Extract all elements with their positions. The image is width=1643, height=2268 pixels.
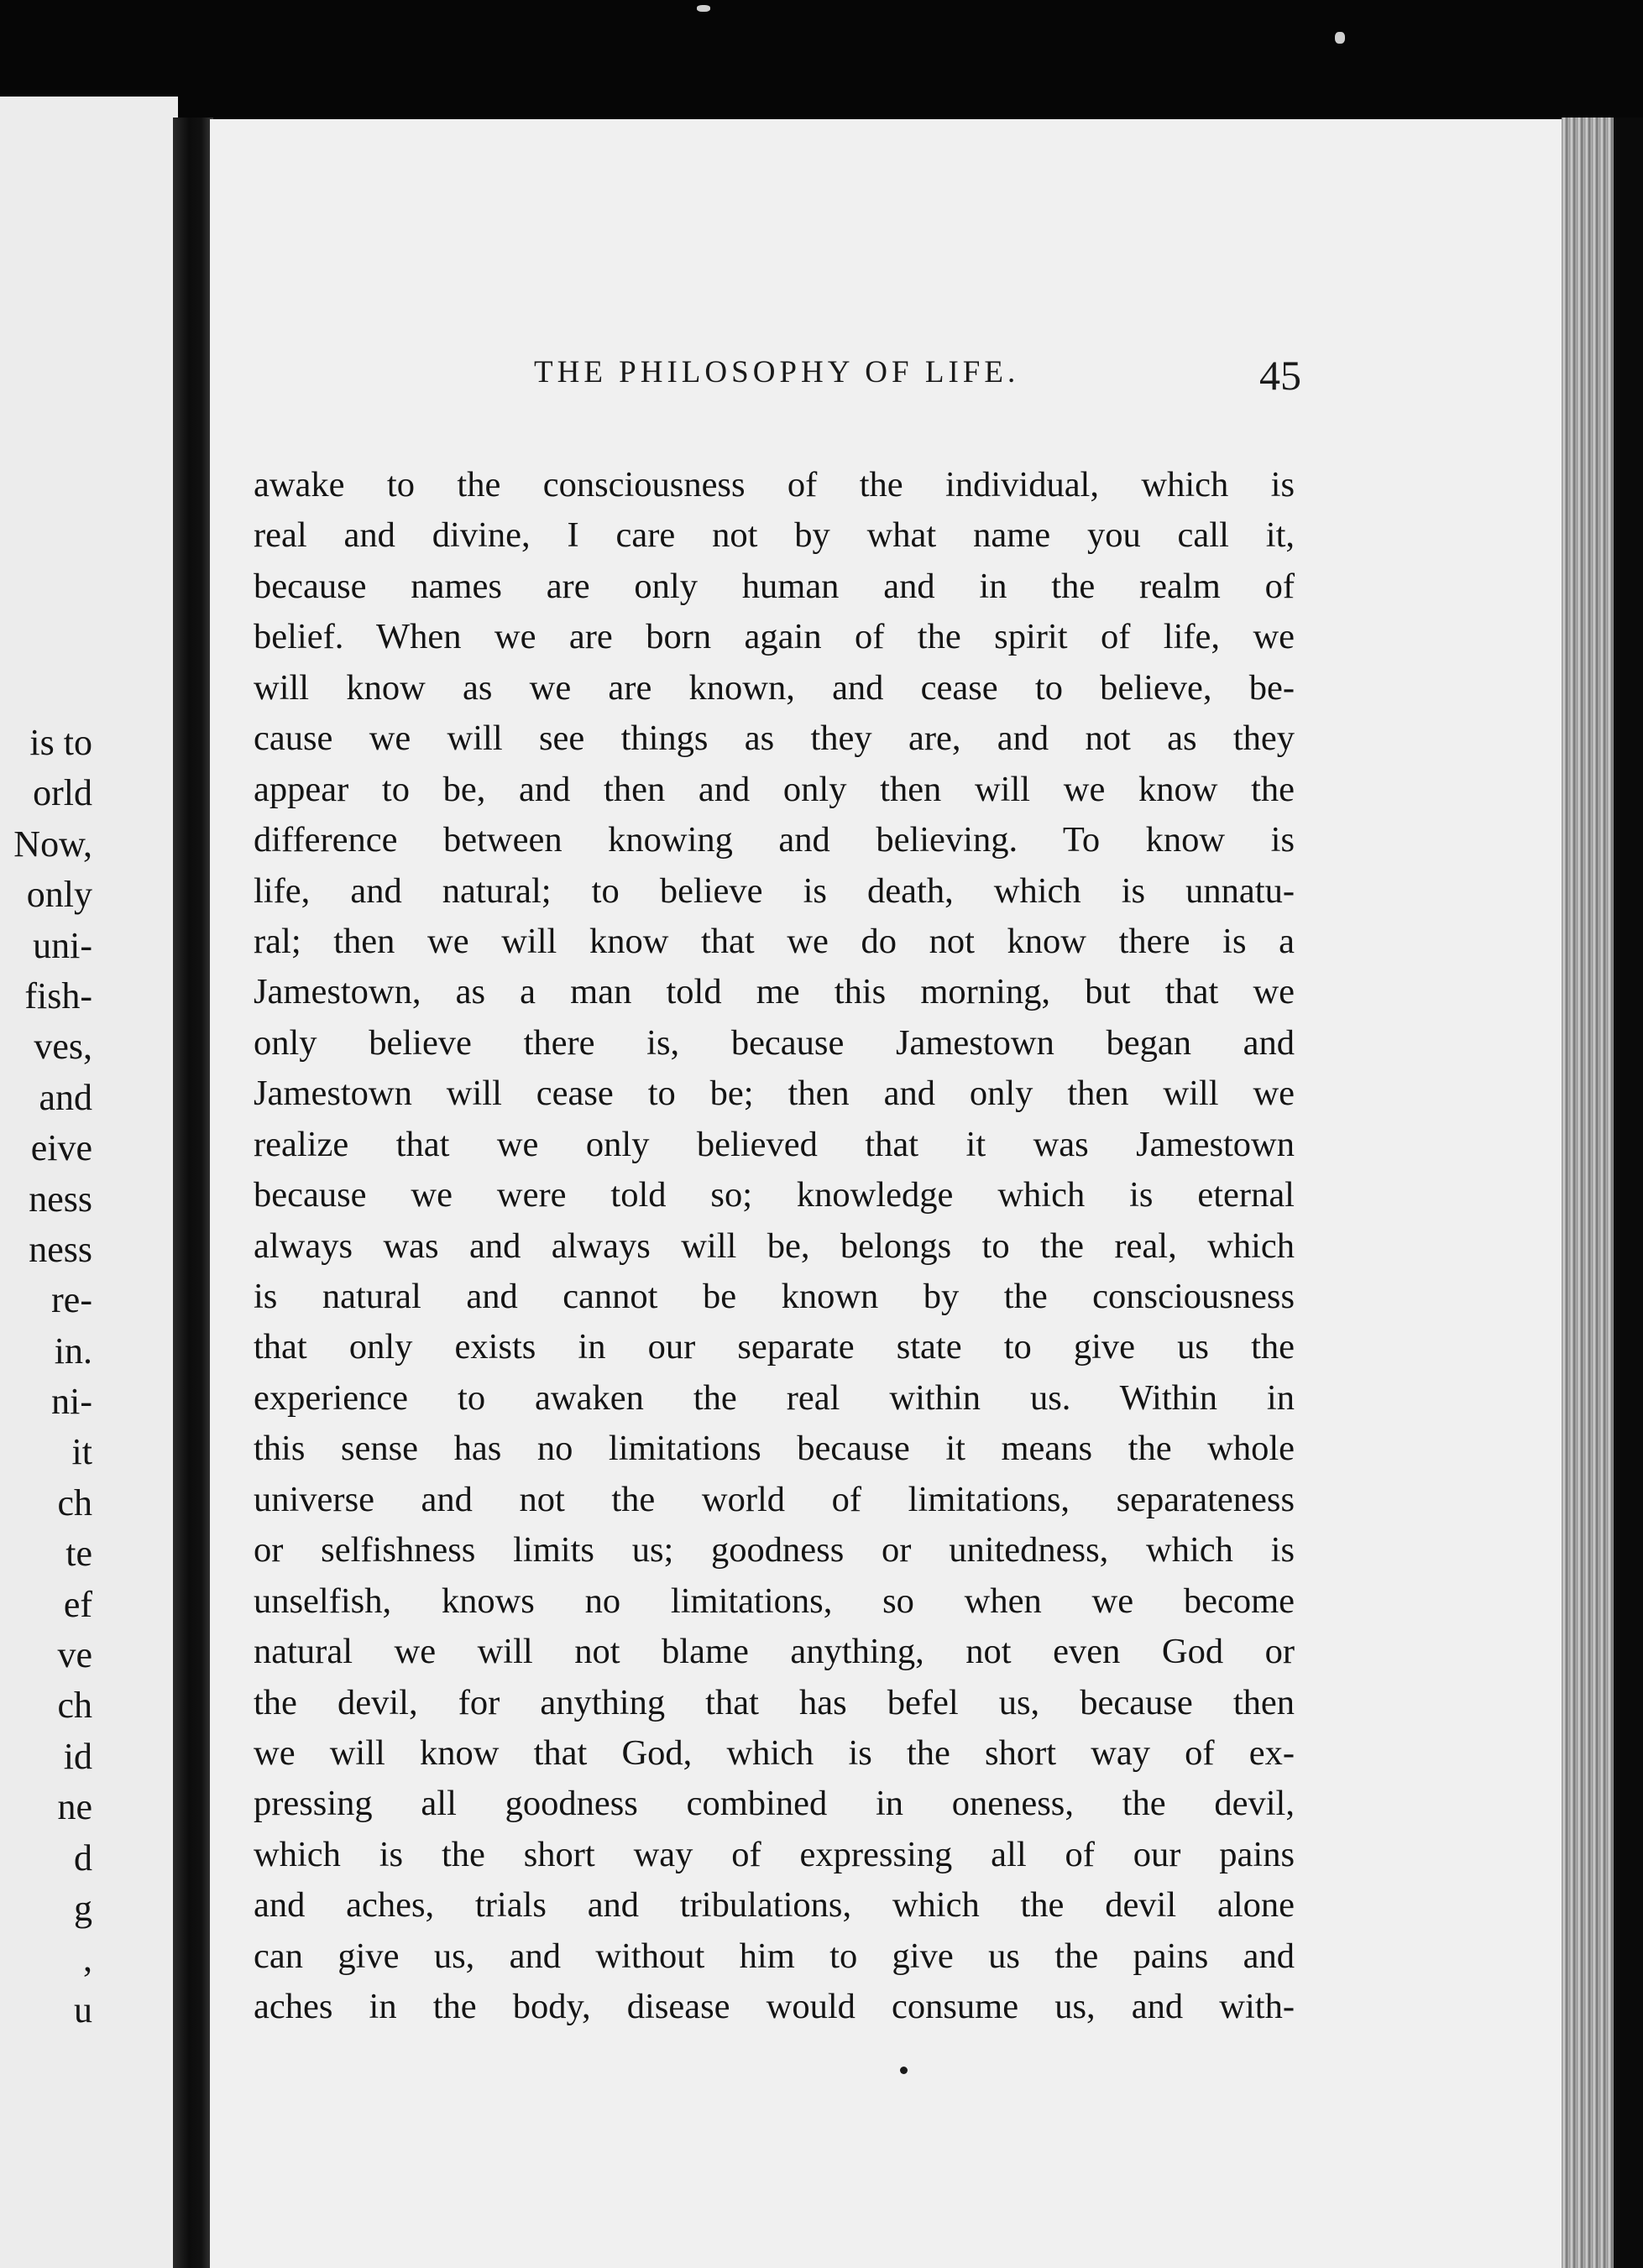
previous-page-fragment: te (65, 1533, 92, 1575)
previous-page-fragment: ves, (34, 1026, 92, 1068)
text-line: aches in the body, disease would consume us, and with- (254, 1987, 1295, 2027)
text-line: realize that we only believed that it was Jamestown (254, 1124, 1295, 1164)
previous-page-fragment: ve (57, 1634, 92, 1676)
text-line: only believe there is, because Jamestown began and (254, 1022, 1295, 1063)
text-line: we will know that God, which is the short way of ex- (254, 1732, 1295, 1773)
previous-page-fragment: re- (51, 1279, 92, 1321)
previous-page-fragment: ness (29, 1178, 92, 1220)
previous-page-fragment: u (74, 1988, 92, 2030)
text-line: the devil, for anything that has befel us, because then (254, 1682, 1295, 1722)
previous-page-fragment: d (74, 1837, 92, 1879)
text-line: natural we will not blame anything, not even God or (254, 1632, 1295, 1672)
previous-page-fragment: id (63, 1735, 92, 1777)
previous-page-fragment: g (74, 1887, 92, 1929)
text-line: unselfish, knows no limitations, so when we become (254, 1581, 1295, 1621)
page-number: 45 (1259, 352, 1301, 399)
text-line: life, and natural; to believe is death, which is unnatu- (254, 870, 1295, 911)
previous-page-fragment: Now, (13, 823, 92, 865)
text-line: appear to be, and then and only then will we know the (254, 769, 1295, 809)
body-text (254, 460, 1295, 2033)
page-edges (1562, 118, 1614, 2268)
scan-speck (1335, 32, 1345, 44)
text-line: cause we will see things as they are, and not as they (254, 719, 1295, 759)
text-line: that only exists in our separate state to give us the (254, 1327, 1295, 1367)
text-line: because we were told so; knowledge which is eternal (254, 1175, 1295, 1215)
text-line: Jamestown will cease to be; then and only then will we (254, 1074, 1295, 1114)
previous-page-fragment: orld (33, 772, 92, 814)
text-line: because names are only human and in the realm of (254, 566, 1295, 606)
running-head: THE PHILOSOPHY OF LIFE. (534, 355, 1020, 389)
previous-page-fragment: is to (29, 722, 92, 763)
text-line: universe and not the world of limitations, separateness (254, 1479, 1295, 1519)
previous-page-fragment: uni- (33, 924, 92, 966)
text-line: can give us, and without him to give us the pains and (254, 1936, 1295, 1976)
text-line: belief. When we are born again of the spirit of life, we (254, 617, 1295, 657)
previous-page-fragment: , (83, 1938, 92, 1980)
text-line: Jamestown, as a man told me this morning, but that we (254, 972, 1295, 1012)
previous-page-fragment: it (71, 1431, 92, 1473)
previous-page-fragment: ef (63, 1583, 92, 1625)
previous-page-fragment: eive (30, 1127, 92, 1169)
text-line: is natural and cannot be known by the consciousness (254, 1277, 1295, 1316)
text-line: always was and always will be, belongs to the real, which (254, 1225, 1295, 1266)
previous-page-line-fragments (0, 718, 92, 2035)
previous-page-fragment: ch (57, 1685, 92, 1727)
previous-page-fragment: in. (54, 1330, 92, 1372)
text-line: pressing all goodness combined in oneness, the devil, (254, 1784, 1295, 1824)
text-line: real and divine, I care not by what name you call it, (254, 515, 1295, 556)
book-gutter (173, 118, 213, 2268)
previous-page-fragment: fish- (24, 975, 92, 1016)
text-line: ral; then we will know that we do not know there is a (254, 921, 1295, 961)
text-line: difference between knowing and believing. To know is (254, 820, 1295, 860)
previous-page-fragment: ness (29, 1228, 92, 1270)
text-line: will know as we are known, and cease to believe, be- (254, 667, 1295, 708)
text-line: this sense has no limitations because it means the whole (254, 1429, 1295, 1469)
previous-page-fragment: and (39, 1076, 92, 1118)
previous-page-fragment: only (26, 874, 92, 916)
text-line: or selfishness limits us; goodness or unitedness, which is (254, 1530, 1295, 1570)
previous-page-fragment: ni- (51, 1381, 92, 1423)
text-line: which is the short way of expressing all of our pains (254, 1834, 1295, 1874)
previous-page-fragment: ne (57, 1786, 92, 1828)
previous-page-strip (0, 97, 178, 2268)
text-line: and aches, trials and tribulations, which the devil alone (254, 1885, 1295, 1926)
text-line: awake to the consciousness of the individual, which is (254, 465, 1295, 504)
scan-dot (900, 2067, 908, 2074)
edge-shadow (1614, 118, 1643, 2268)
scan-speck (697, 5, 710, 12)
text-line: experience to awaken the real within us. Within in (254, 1377, 1295, 1418)
previous-page-fragment: ch (57, 1482, 92, 1523)
